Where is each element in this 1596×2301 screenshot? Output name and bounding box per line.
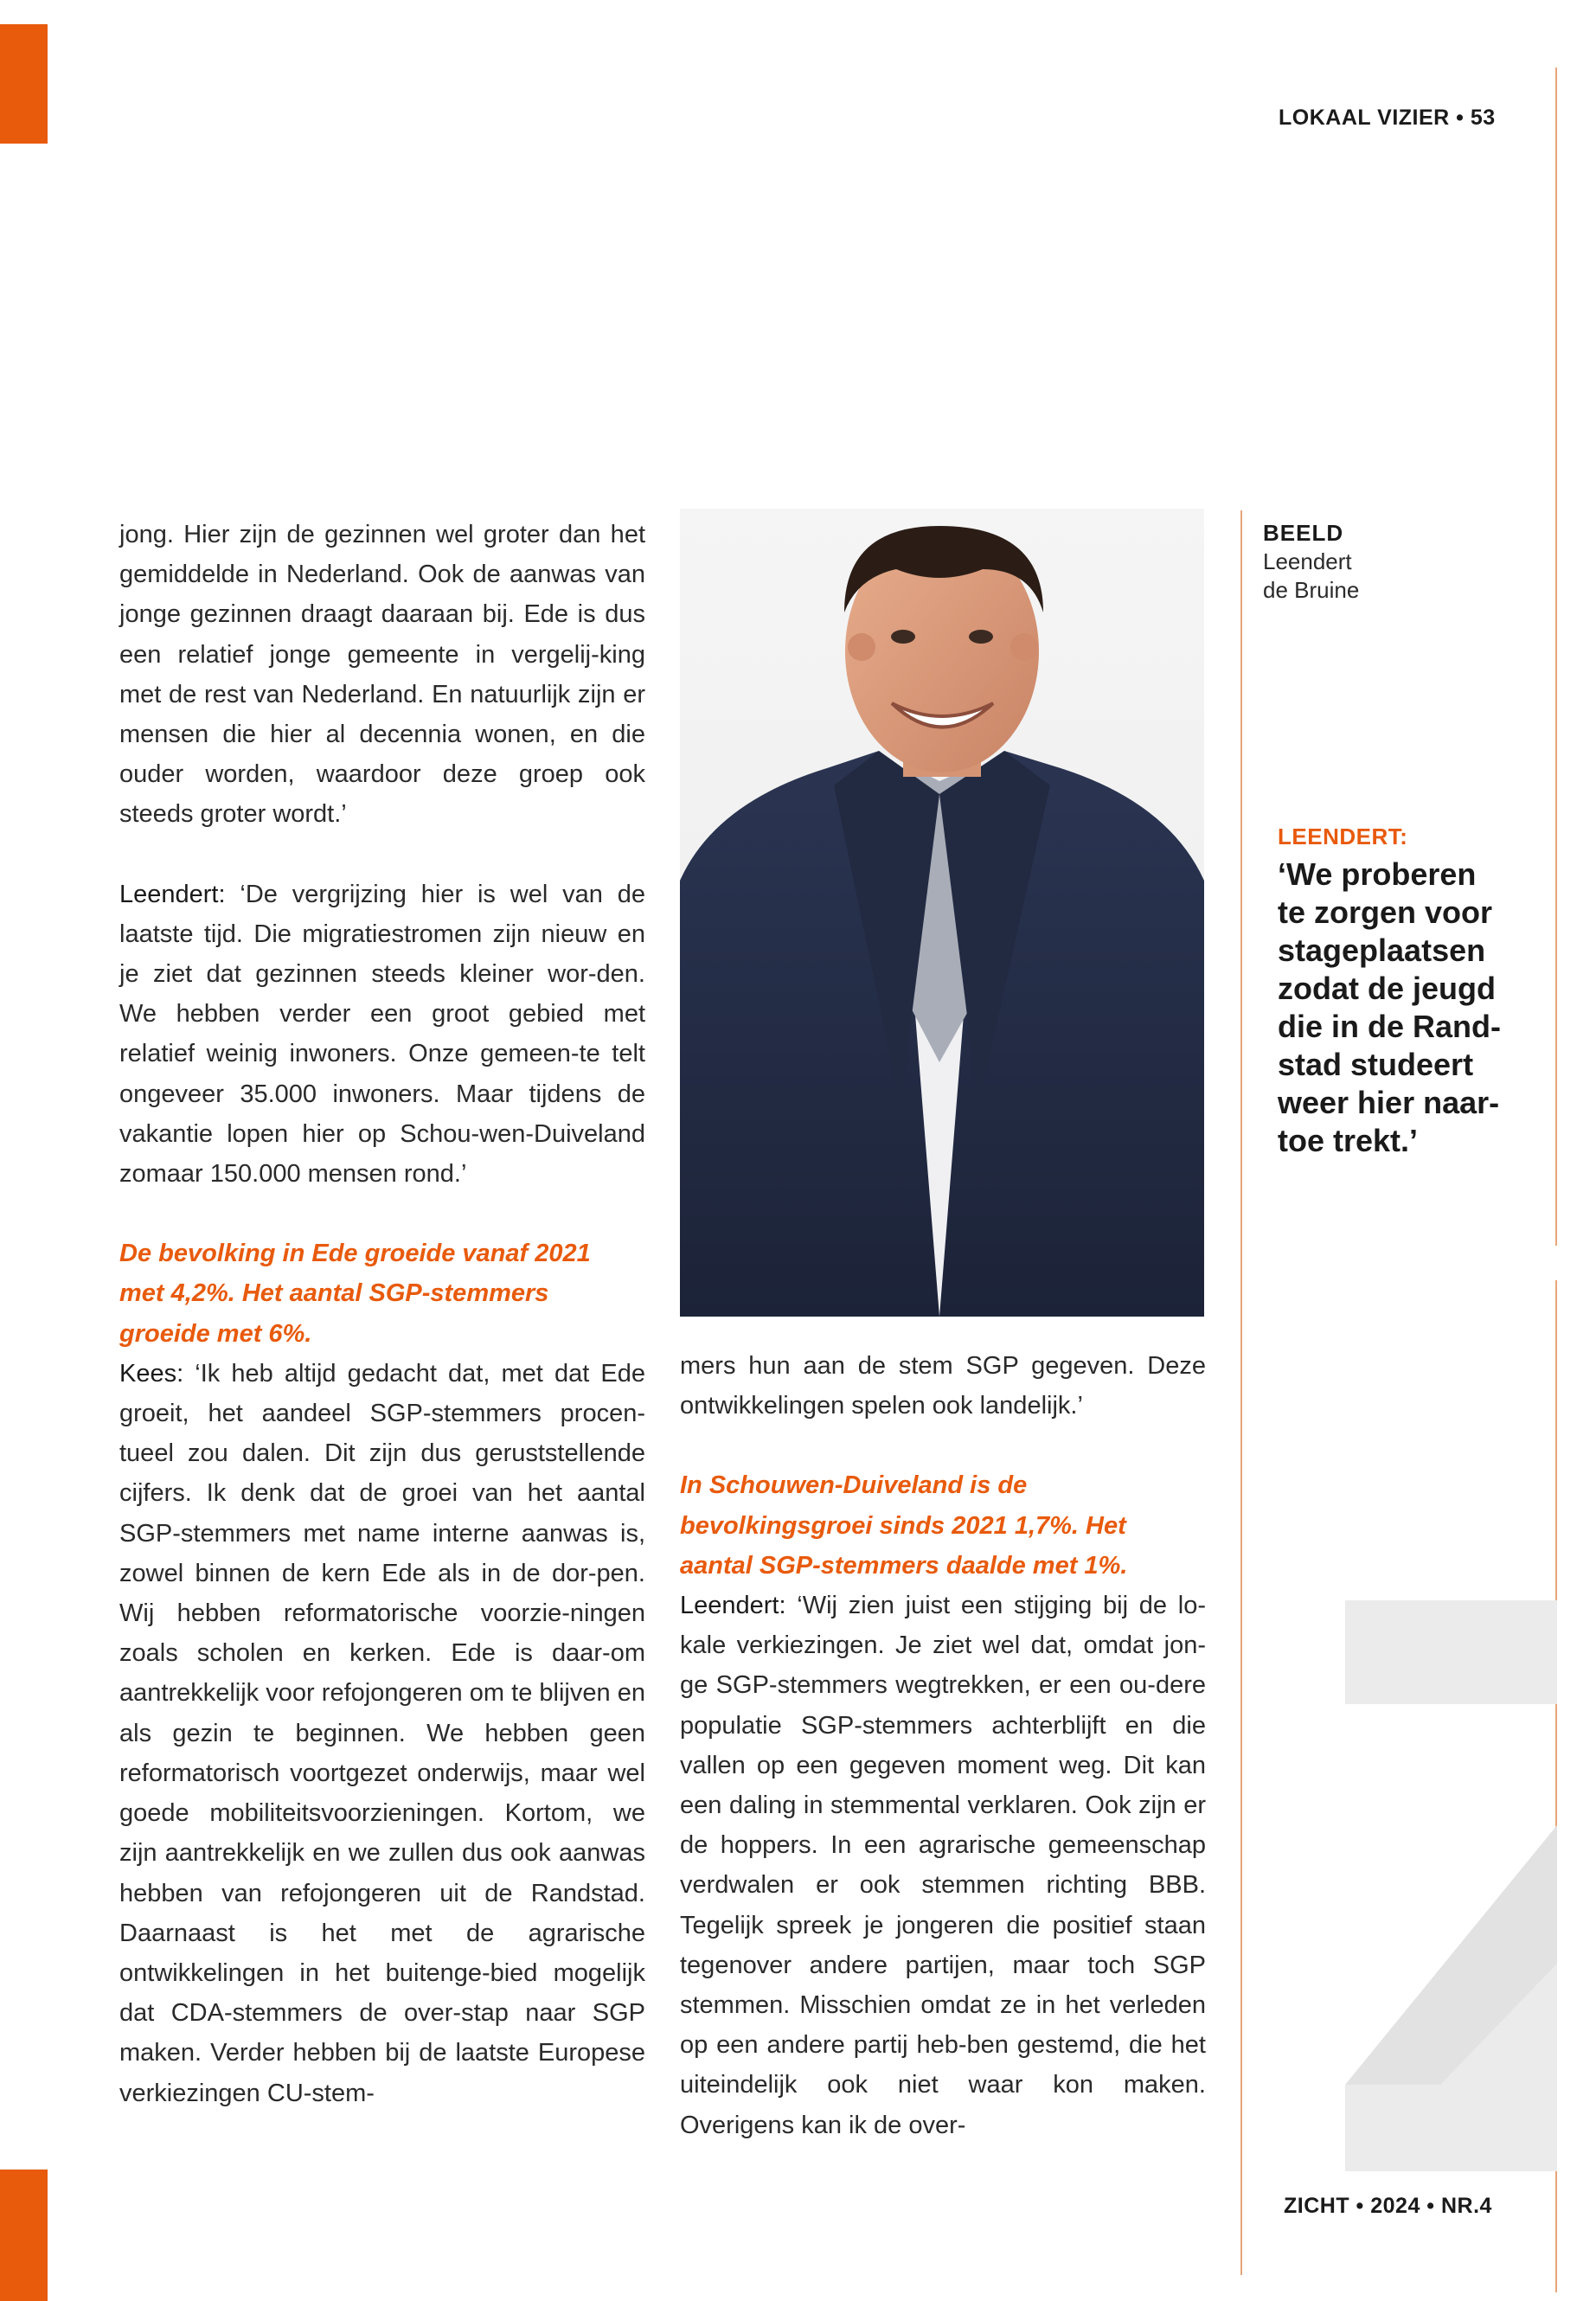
pull-quote-line: ‘We proberen — [1278, 856, 1477, 892]
pull-quote-text — [1278, 856, 1537, 1160]
section-lead — [119, 1234, 645, 1354]
speaker-name: Kees: — [119, 1359, 184, 1388]
running-foot: ZICHT • 2024 • NR.4 — [1284, 2194, 1492, 2218]
accent-bar-top — [0, 24, 48, 144]
section-lead-line: bevolkingsgroei sinds 2021 1,7%. Het — [680, 1511, 1126, 1540]
photo-credit-name: de Bruine — [1263, 577, 1360, 603]
photo-credit-name: Leendert — [1263, 548, 1352, 574]
pull-quote-line: stad studeert — [1278, 1047, 1474, 1082]
section-lead — [680, 1465, 1206, 1586]
article-column-left — [119, 515, 645, 2113]
section-lead-line: aantal SGP-stemmers daalde met 1%. — [680, 1551, 1128, 1580]
pull-quote — [1278, 824, 1537, 1160]
accent-bar-bottom — [0, 2170, 48, 2301]
article-column-right — [680, 1346, 1206, 2145]
running-head: LOKAAL VIZIER • 53 — [1279, 106, 1496, 130]
pull-quote-speaker: LEENDERT: — [1278, 824, 1408, 849]
paragraph — [119, 1354, 645, 2113]
portrait-illustration — [680, 509, 1204, 1317]
section-lead-line: In Schouwen-Duiveland is de — [680, 1471, 1028, 1500]
decorative-z-shape — [1345, 1600, 1557, 2171]
section-lead-line: groeide met 6%. — [119, 1319, 312, 1348]
pull-quote-line: zodat de jeugd — [1278, 971, 1496, 1006]
section-lead-line: met 4,2%. Het aantal SGP-stemmers — [119, 1279, 549, 1308]
sidebar-rule — [1240, 510, 1242, 2275]
pull-quote-line: te zorgen voor — [1278, 894, 1493, 930]
photo-credit — [1263, 519, 1359, 605]
right-rule-upper — [1555, 67, 1557, 1246]
section-lead-line: De bevolking in Ede groeide vanaf 2021 — [119, 1240, 591, 1268]
paragraph — [680, 1586, 1206, 2145]
paragraph — [119, 875, 645, 1195]
paragraph-text: ‘Ik heb altijd gedacht dat, met dat Ede groeit, het aandeel SGP-stemmers procen-tueel zou dalen. Dit zijn dus geruststellende cijfers. Ik denk dat de groei van het aantal SGP-stemmers met name interne aanwas is, zowel binnen de kern Ede als in de dor-pen. Wij hebben reformatorische voorzie-ningen zoals scholen en kerken. Ede is daar-om aantrekkelijk voor refojongeren om te blijven en als gezin te beginnen. We hebben geen reformatorisch voortgezet onderwijs, maar wel goede mobiliteitsvoorzieningen. Kortom, we zijn aantrekkelijk en we zullen dus ook aanwas hebben van refojongeren uit de Randstad. Daarnaast is het met de agrarische ontwikkelingen in het buitenge-bied mogelijk dat CDA-stemmers de over-stap naar SGP maken. Verder hebben bij de laatste Europese verkiezingen CU-stem- — [119, 1359, 645, 2107]
speaker-name: Leendert: — [680, 1592, 786, 1620]
portrait-photo — [680, 509, 1204, 1317]
speaker-name: Leendert: — [119, 880, 226, 908]
paragraph-text: ‘De vergrijzing hier is wel van de laatste tijd. Die migratiestromen zijn nieuw en je ziet dat gezinnen steeds kleiner wor-den. We hebben verder een groot gebied met relatief weinig inwoners. Onze gemeen-te telt ongeveer 35.000 inwoners. Maar tijdens de vakantie lopen hier op Schou-wen-Duiveland zomaar 150.000 mensen rond.’ — [119, 880, 645, 1189]
photo-credit-label: BEELD — [1263, 520, 1344, 546]
pull-quote-line: stageplaatsen — [1278, 933, 1486, 968]
paragraph: jong. Hier zijn de gezinnen wel groter dan het gemiddelde in Nederland. Ook de aanwas van jonge gezinnen draagt daaraan bij. Ede is dus een relatief jonge gemeente in vergelij-king met de rest van Nederland. En natuurlijk zijn er mensen die hier al decennia wonen, en die ouder worden, waardoor deze groep ook steeds groter wordt.’ — [119, 521, 645, 829]
pull-quote-line: toe trekt.’ — [1278, 1123, 1419, 1158]
pull-quote-line: weer hier naar- — [1278, 1085, 1500, 1120]
pull-quote-line: die in de Rand- — [1278, 1009, 1502, 1044]
paragraph: mers hun aan de stem SGP gegeven. Deze ontwikkelingen spelen ook landelijk.’ — [680, 1352, 1206, 1420]
paragraph-text: ‘Wij zien juist een stijging bij de lo-kale verkiezingen. Je ziet wel dat, omdat jon-ge SGP-stemmers wegtrekken, er een ou-dere populatie SGP-stemmers achterblijft en die vallen op een gegeven moment weg. Dit kan een daling in stemmental verklaren. Ook zijn er de hoppers. In een agrarische gemeenschap verdwalen er ook stemmen richting BBB. Tegelijk spreek je jongeren die positief staan tegenover andere partijen, maar toch SGP stemmen. Misschien omdat ze in het verleden op een andere partij heb-ben gestemd, die het uiteindelijk ook niet waar kon maken. Overigens kan ik de over- — [680, 1592, 1206, 2139]
